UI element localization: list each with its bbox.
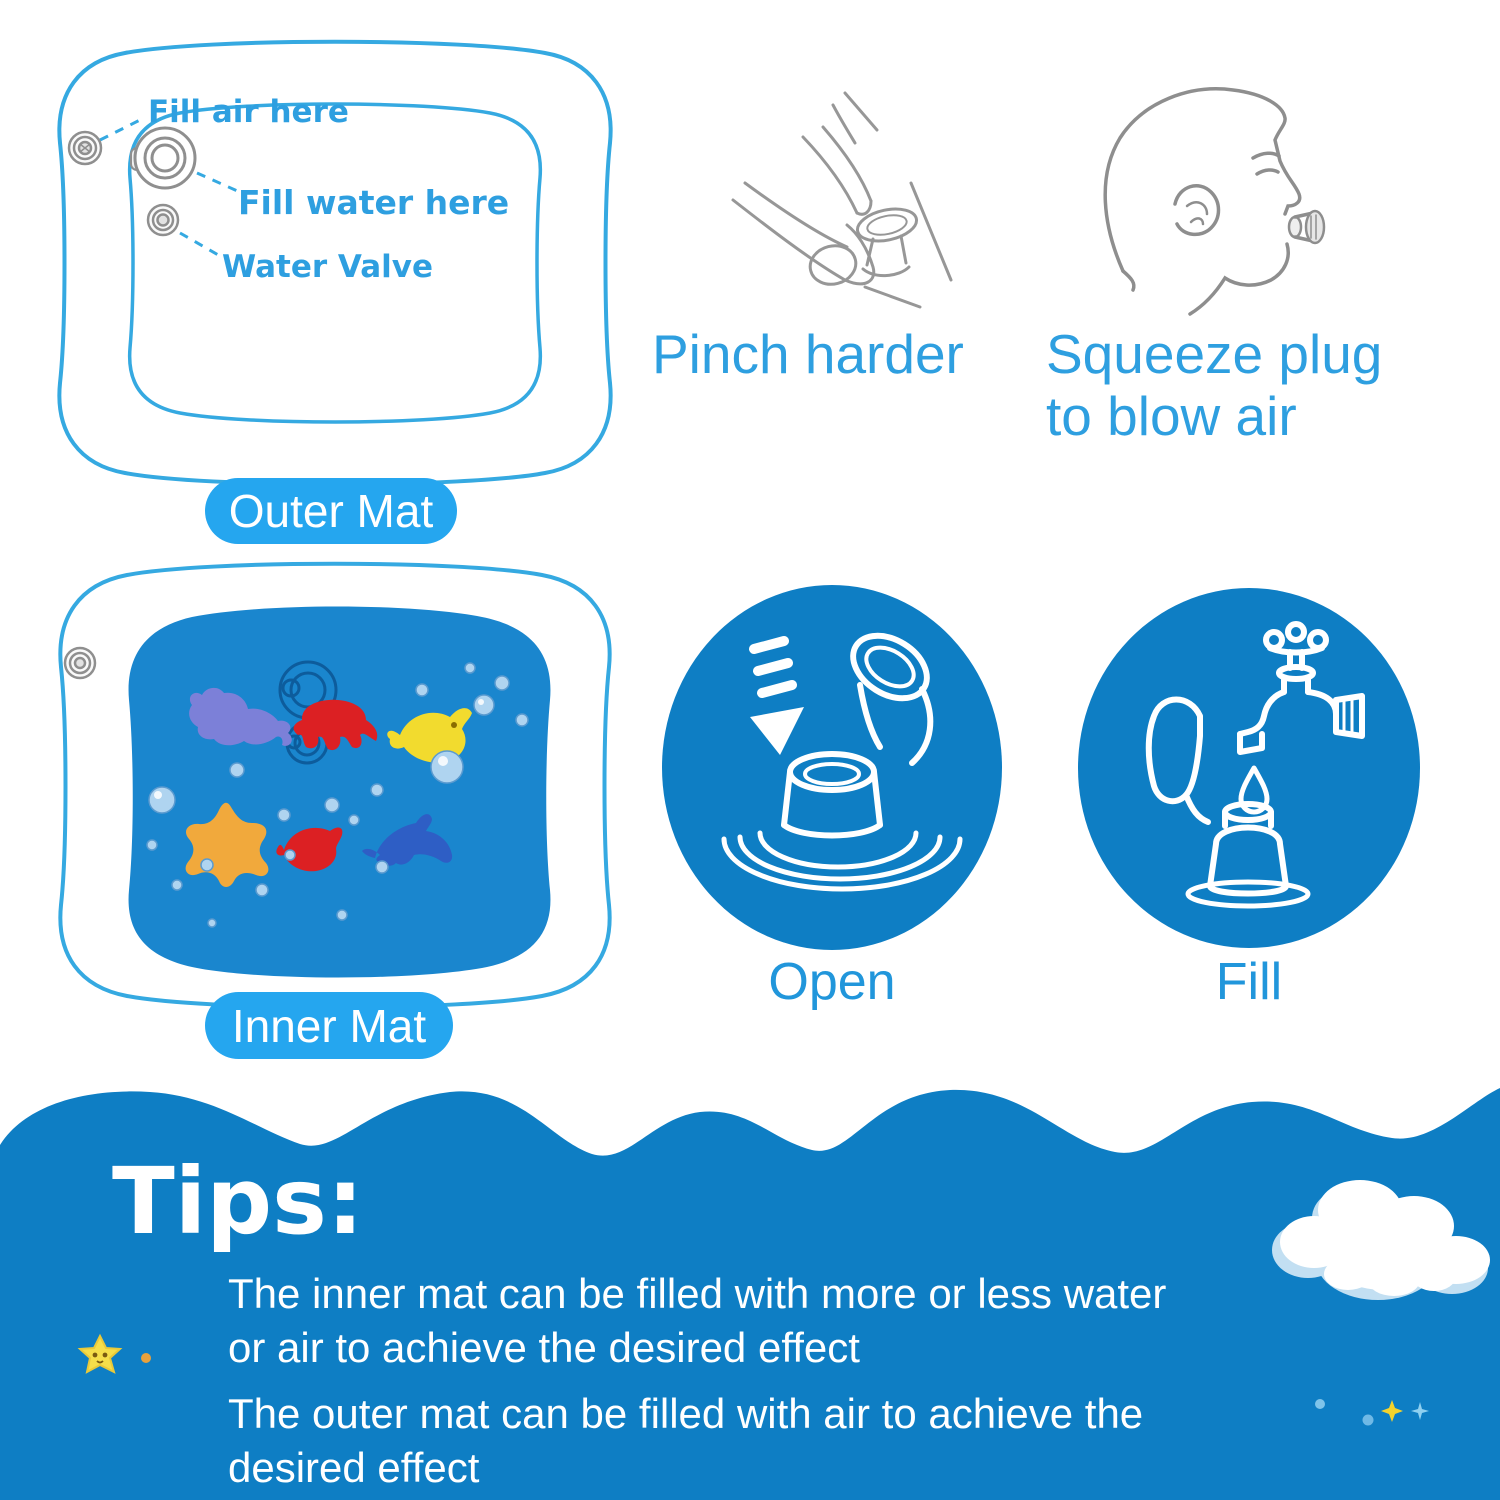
pinch-hands-illustration <box>715 75 975 325</box>
open-step-badge <box>662 585 1002 950</box>
outer-mat-caption-text: Outer Mat <box>228 485 434 537</box>
outer-mat-caption <box>205 478 457 544</box>
air-valve-icon <box>69 132 101 164</box>
pinch-harder-label: Pinch harder <box>652 323 964 385</box>
inner-mat-illustration <box>32 555 632 1020</box>
squeeze-plug-label-line1: Squeeze plug <box>1046 323 1383 385</box>
inner-mat-caption <box>205 992 453 1059</box>
tap-icon <box>1240 624 1362 752</box>
inner-mat-print <box>129 607 551 978</box>
open-valve-icon <box>662 585 1002 950</box>
tip2-line1: The outer mat can be filled with air to achieve the <box>228 1390 1144 1437</box>
inner-mat-caption-text: Inner Mat <box>231 999 427 1052</box>
fill-air-label: Fill air here <box>148 94 349 130</box>
water-valve-icon <box>148 205 178 235</box>
cloud-icon <box>1262 1168 1494 1316</box>
sparkle-stars-icon <box>1300 1388 1440 1436</box>
tip1-line1: The inner mat can be filled with more or less water <box>228 1270 1167 1317</box>
water-fill-valve-icon <box>131 128 195 188</box>
tip2-line2: desired effect <box>228 1444 480 1491</box>
fill-step-badge <box>1078 588 1420 948</box>
inner-mat-valve-icon <box>65 648 95 678</box>
star-icon <box>62 1330 172 1386</box>
mouth-plug-icon <box>1289 211 1324 243</box>
blowing-head-illustration <box>1075 66 1355 331</box>
fill-label: Fill <box>1215 953 1283 1011</box>
squeeze-plug-label-line2: to blow air <box>1046 385 1297 447</box>
water-valve-label: Water Valve <box>222 249 434 285</box>
tip1-line2: or air to achieve the desired effect <box>228 1324 860 1371</box>
fill-water-tap-icon <box>1078 588 1420 948</box>
tips-heading: Tips: <box>112 1148 364 1255</box>
yellow-fish-eye <box>451 722 457 728</box>
fill-water-label: Fill water here <box>238 183 510 222</box>
open-label: Open <box>768 953 896 1011</box>
arrow-down-icon <box>750 641 804 755</box>
